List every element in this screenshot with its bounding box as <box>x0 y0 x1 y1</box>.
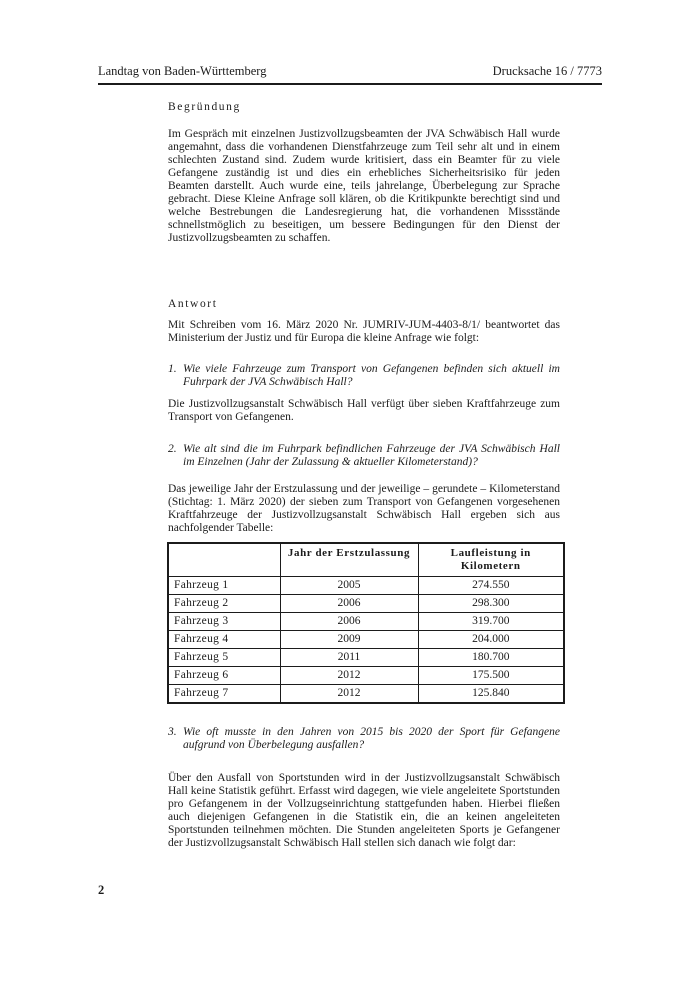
vehicle-label: Fahrzeug 7 <box>168 685 280 704</box>
question-1 <box>168 363 560 389</box>
vehicle-label: Fahrzeug 4 <box>168 631 280 649</box>
question-2-number: 2. <box>168 443 177 455</box>
vehicle-table-header-row <box>168 543 564 577</box>
vehicle-table-header-empty <box>168 543 280 577</box>
table-row <box>168 577 564 595</box>
vehicle-table <box>167 542 565 704</box>
table-row <box>168 631 564 649</box>
question-3-text: Wie oft musste in den Jahren von 2015 bis 2020 der Sport für Gefangene aufgrund von Überbelegung ausfallen? <box>183 726 560 751</box>
begruendung-heading: Begründung <box>168 101 241 113</box>
vehicle-km: 204.000 <box>418 631 564 649</box>
vehicle-km: 298.300 <box>418 595 564 613</box>
question-3-number: 3. <box>168 726 177 738</box>
vehicle-year: 2012 <box>280 685 418 704</box>
antwort-heading: Antwort <box>168 298 218 310</box>
table-row <box>168 595 564 613</box>
vehicle-year: 2006 <box>280 595 418 613</box>
vehicle-year: 2012 <box>280 667 418 685</box>
vehicle-km: 175.500 <box>418 667 564 685</box>
answer-3-paragraph: Über den Ausfall von Sportstunden wird in der Justizvollzugsanstalt Schwäbisch Hall keine Statistik geführt. Erfasst wird dagegen, wie viele angeleitete Sportstunden pro Gefangenem in der Vollzugseinrichtung stattgefunden haben. Hierbei fließen auch diejenigen Gefangenen in die Statistik ein, die an keinen angeleiteten Sportstunden teilnehmen möchten. Die Stunden angeleiteten Sports je Gefangener der Justizvollzugsanstalt Schwäbisch Hall stellen sich danach wie folgt dar: <box>168 772 560 849</box>
table-row <box>168 667 564 685</box>
question-2 <box>168 443 560 469</box>
document-body <box>168 0 560 850</box>
question-1-number: 1. <box>168 363 177 375</box>
question-1-text: Wie viele Fahrzeuge zum Transport von Gefangenen befinden sich aktuell im Fuhrpark der JVA Schwäbisch Hall? <box>183 363 560 388</box>
antwort-intro-paragraph: Mit Schreiben vom 16. März 2020 Nr. JUMRIV-JUM-4403-8/1/ beantwortet das Ministerium der Justiz und für Europa die kleine Anfrage wie folgt: <box>168 319 560 344</box>
vehicle-label: Fahrzeug 5 <box>168 649 280 667</box>
vehicle-table-header-year: Jahr der Erstzulassung <box>280 543 418 577</box>
vehicle-km: 319.700 <box>418 613 564 631</box>
vehicle-year: 2011 <box>280 649 418 667</box>
vehicle-year: 2006 <box>280 613 418 631</box>
vehicle-year: 2005 <box>280 577 418 595</box>
header-document-id: Drucksache 16 / 7773 <box>492 64 602 78</box>
table-row <box>168 649 564 667</box>
table-row <box>168 685 564 704</box>
vehicle-km: 274.550 <box>418 577 564 595</box>
vehicle-label: Fahrzeug 3 <box>168 613 280 631</box>
vehicle-year: 2009 <box>280 631 418 649</box>
question-2-text: Wie alt sind die im Fuhrpark befindlichen Fahrzeuge der JVA Schwäbisch Hall im Einzelnen (Jahr der Zulassung & aktueller Kilometerstand)? <box>183 443 560 468</box>
question-3 <box>168 726 560 752</box>
page-number: 2 <box>98 883 105 897</box>
vehicle-km: 125.840 <box>418 685 564 704</box>
vehicle-label: Fahrzeug 1 <box>168 577 280 595</box>
vehicle-label: Fahrzeug 2 <box>168 595 280 613</box>
vehicle-label: Fahrzeug 6 <box>168 667 280 685</box>
answer-2-paragraph: Das jeweilige Jahr der Erstzulassung und der jeweilige – gerundete – Kilometerstand (Stichtag: 1. März 2020) der sieben zum Transport von Gefangenen vorgesehenen Kraftfahrzeuge der Justizvollzugsanstalt Schwäbisch Hall ergeben sich aus nachfolgender Tabelle: <box>168 483 560 534</box>
vehicle-km: 180.700 <box>418 649 564 667</box>
begruendung-paragraph: Im Gespräch mit einzelnen Justizvollzugsbeamten der JVA Schwäbisch Hall wurde angemahnt, dass die vorhandenen Dienstfahrzeuge zum Teil sehr alt und in einem schlechten Zustand sind. Zudem wurde kritisiert, dass ein Beamter für zu viele Gefangene zuständig ist und dies ein erhebliches Sicherheitsrisiko für jeden Beamten darstellt. Auch wurde eine, teils jahrelange, Überbelegung zur Sprache gebracht. Diese Kleine Anfrage soll klären, ob die Kritikpunkte berechtigt sind und welche Bestrebungen die Landesregierung hat, die vorhandenen Missstände schnellstmöglich zu beseitigen, um bessere Bedingungen für den Dienst der Justizvollzugsbeamten zu schaffen. <box>168 128 560 244</box>
answer-1-paragraph: Die Justizvollzugsanstalt Schwäbisch Hall verfügt über sieben Kraftfahrzeuge zum Transport von Gefangenen. <box>168 398 560 423</box>
table-row <box>168 613 564 631</box>
header-publisher: Landtag von Baden-Württemberg <box>98 64 267 78</box>
vehicle-table-header-km: Laufleistung in Kilometern <box>418 543 564 577</box>
